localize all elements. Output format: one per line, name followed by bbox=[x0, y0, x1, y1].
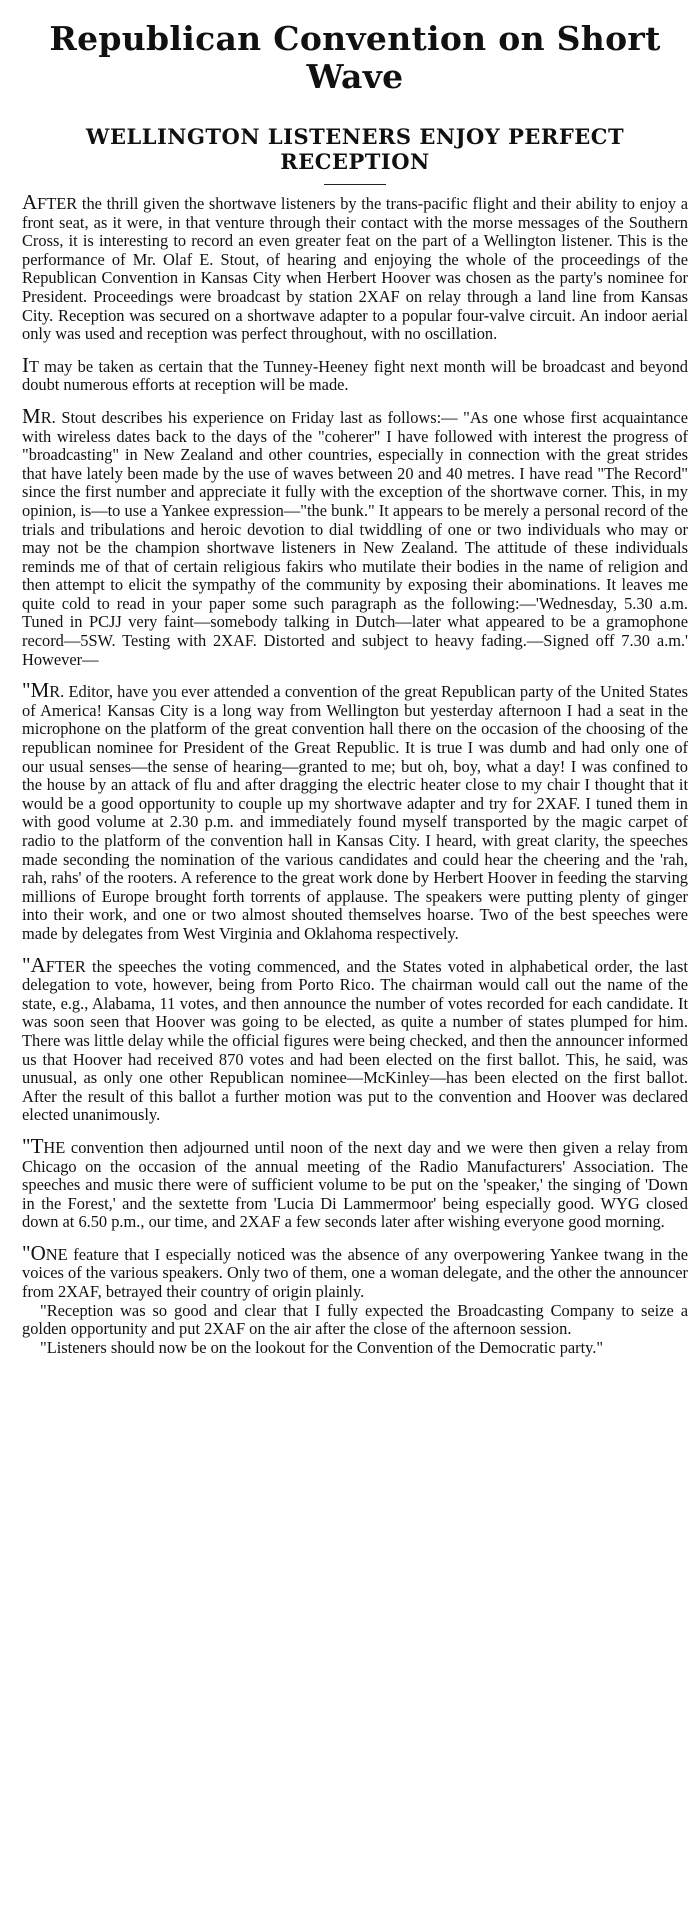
drop-letter: A bbox=[22, 190, 38, 214]
paragraph-text: R. Editor, have you ever attended a convention of the great Republican party of the United States of America! Kansas City is a long way from Wellington but yesterday afternoon I had a seat in the microphone on the platform of the great convention hall there on the occasion of the choosing of the republican nominee for President of the Great Republic. It is true I was dumb and had only one of our usual senses—the sense of hearing—granted to me; but oh, boy, what a day! I was confined to the house by an attack of flu and after dragging the electric heater close to my chair I thought that it would be a good opportunity to couple up my shortwave adapter and try for 2XAF. I tuned them in with good volume at 2.30 p.m. and immediately found myself transported by the magic carpet of radio to the platform of the convention hall in Kansas City. I heard, with great clarity, the speeches made seconding the nomination of the various candidates and could hear the cheering and the 'rah, rah, rahs' of the rooters. A reference to the great work done by Herbert Hoover in feeding the starving millions of Europe brought forth torrents of applause. The speakers were putting plenty of ginger into their work, and one or two almost shouted themselves hoarse. Two of the best speeches were made by delegates from West Virginia and Oklahoma respectively. bbox=[22, 682, 688, 943]
drop-letter: M bbox=[22, 403, 41, 428]
drop-letter: "O bbox=[22, 1240, 46, 1265]
paragraph-stout-letter bbox=[22, 403, 688, 669]
paragraph-text: R. Stout describes his experience on Friday last as follows:— "As one whose first acquaintance with wireless dates back to the days of the "coherer" I have followed with interest the progress of "broadcasting" in New Zealand and other countries, especially in connection with the great strides that have lately been made by the use of waves between 20 and 40 metres. I have read "The Record" since the first number and appreciate it fully with the exception of the shortwave corner. This, in my opinion, is—to use a Yankee expression—"the bunk." It appears to be merely a personal record of the trials and tribulations and heroic devotion to dial twiddling of one or two individuals who may or may not be the champion shortwave listeners in New Zealand. The attitude of these individuals reminds me of that of certain religious fakirs who mutilate their bodies in the name of religion and then attempt to elicit the sympathy of the community by exposing their abominations. It leaves me quite cold to read in your paper some such paragraph as the following:—'Wednesday, 5.30 a.m. Tuned in PCJJ very faint—somebody talking in Dutch—later what appeared to be a gramophone record—5SW. Testing with 2XAF. Distorted and subject to heavy fading.—Signed off 7.30 a.m.' However— bbox=[22, 407, 688, 669]
article bbox=[22, 14, 688, 1357]
paragraph-editor bbox=[22, 678, 688, 943]
paragraph-closing-democratic: "Listeners should now be on the lookout for the Convention of the Democratic party." bbox=[40, 1337, 604, 1357]
paragraph-twang bbox=[22, 1240, 688, 1302]
paragraph-adjourned bbox=[22, 1133, 688, 1232]
drop-letter: "T bbox=[22, 1133, 44, 1158]
headline: Republican Convention on Short Wave bbox=[49, 19, 661, 96]
paragraph-text: FTER the speeches the voting commenced, and the States voted in alphabetical order, the last delegation to vote, however, being from Porto Rico. The chairman would call out the name of the state, e.g., Alabama, 11 votes, and then announce the number of votes recorded for each candidate. It was soon seen that Hoover was going to be elected, as quite a number of states plumped for him. There was little delay while the official figures were being checked, and then the announcer informed us that Hoover had received 870 votes and had been elected on the first ballot. This, he said, was unusual, as only one other Republican nominee—McKinley—has been elected on the first ballot. After the result of this ballot a further motion was put to the convention and Hoover was declared elected unanimously. bbox=[22, 956, 688, 1125]
drop-letter: "M bbox=[22, 678, 50, 703]
paragraph-intro bbox=[22, 190, 688, 344]
drop-letter: I bbox=[22, 352, 29, 377]
paragraph-closing-reception: "Reception was so good and clear that I fully expected the Broadcasting Company to seize a golden opportunity and put 2XAF on the air after the close of the afternoon session. bbox=[22, 1300, 688, 1339]
paragraph-text: HE convention then adjourned until noon of the next day and we were then given a relay from Chicago on the occasion of the annual meeting of the Radio Manufacturers' Association. The speeches and music there were of sufficient volume to be put on the 'speaker,' the singing of 'Down in the Forest,' and the sextette from 'Lucia Di Lammermoor' being especially good. WYG closed down at 6.50 p.m., our time, and 2XAF a few seconds later after wishing everyone good morning. bbox=[22, 1137, 688, 1232]
paragraph-text: T may be taken as certain that the Tunney-Heeney fight next month will be broadcast and beyond doubt numerous efforts at reception will be made. bbox=[22, 356, 688, 395]
subheadline: WELLINGTON LISTENERS ENJOY PERFECT RECEPTION bbox=[85, 124, 625, 174]
paragraph-text: NE feature that I especially noticed was the absence of any overpowering Yankee twang in the voices of the various speakers. Only two of them, one a woman delegate, and the other the announcer from 2XAF, betrayed their country of origin plainly. bbox=[22, 1244, 688, 1302]
paragraph-voting bbox=[22, 952, 688, 1125]
paragraph-text: FTER the thrill given the shortwave listeners by the trans-pacific flight and their ability to enjoy a front seat, as it were, in that venture through their contact with the morse messages of the Southern Cross, it is interesting to record an even greater feat on the part of a Wellington listener. This is the performance of Mr. Olaf E. Stout, of hearing and enjoying the whole of the proceedings of the Republican Convention in Kansas City when Herbert Hoover was chosen as the party's nominee for President. Proceedings were broadcast by station 2XAF on relay through a land line from Kansas City. Reception was secured on a shortwave adapter to a popular four-valve circuit. An indoor aerial only was used and reception was perfect throughout, with no oscillation. bbox=[22, 194, 688, 344]
divider-rule bbox=[324, 184, 386, 185]
drop-letter: "A bbox=[22, 952, 46, 977]
paragraph-fight bbox=[22, 352, 688, 395]
